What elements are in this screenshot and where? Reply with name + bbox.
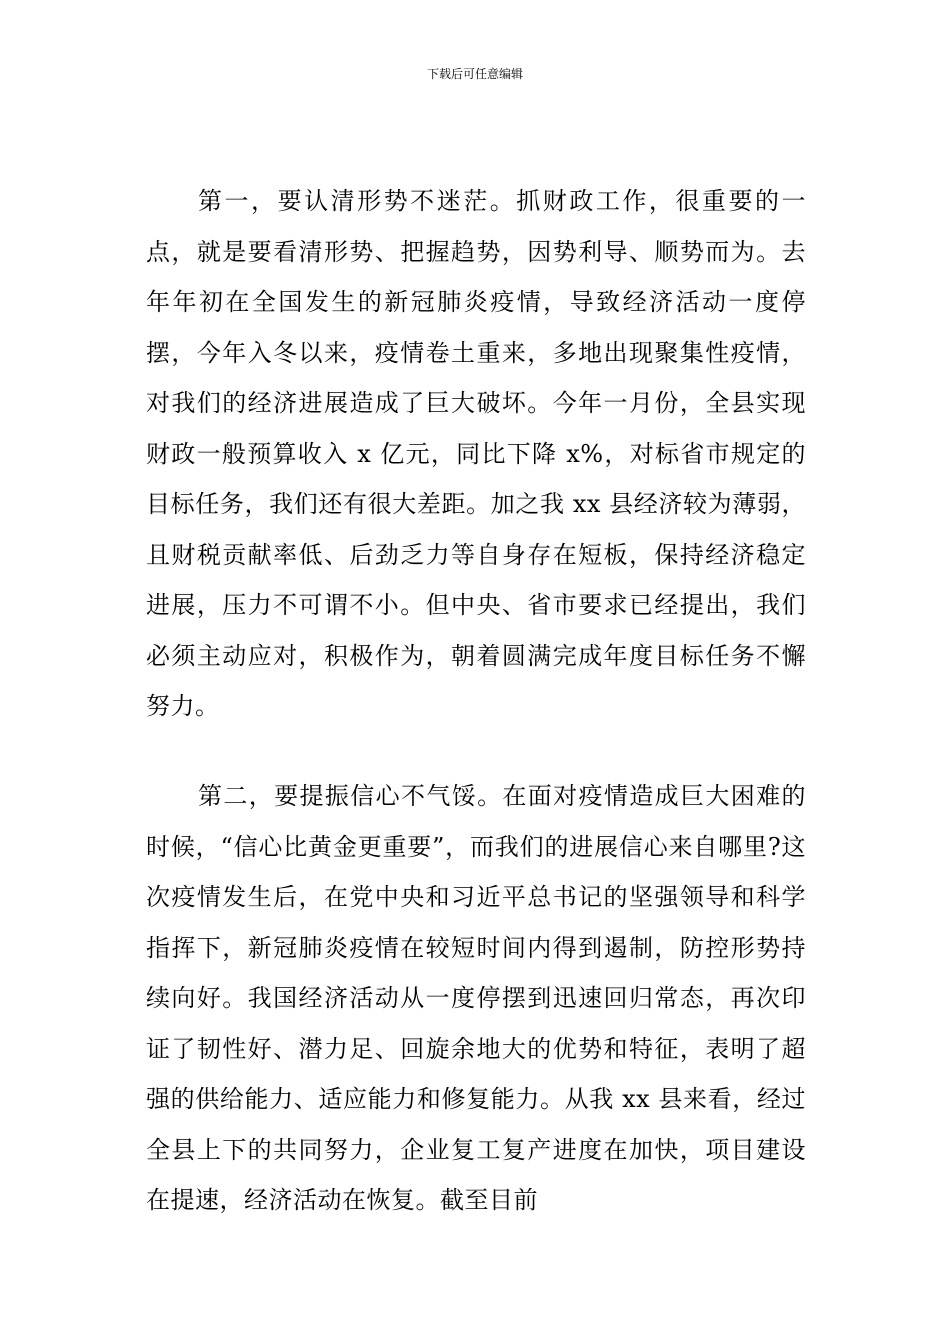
page-header: 下载后可任意编辑 — [426, 67, 523, 81]
paragraph-1: 第一，要认清形势不迷茫。抓财政工作，很重要的一点，就是要看清形势、把握趋势，因势利导、顺势而为。去年年初在全国发生的新冠肺炎疫情，导致经济活动一度停摆，今年入冬以来，疫情卷土重来，多地出现聚集性疫情，对我们的经济进展造成了巨大破坏。今年一月份，全县实现财政一般预算收入 x 亿元，同比下降 x%，对标省市规定的目标任务，我们还有很大差距。加之我 xx 县经济较为薄弱，且财税贡献率低、后劲乏力等自身存在短板，保持经济稳定进展，压力不可谓不小。但中央、省市要求已经提出，我们必须主动应对，积极作为，朝着圆满完成年度目标任务不懈努力。 — [146, 187, 806, 720]
paragraph-2: 第二，要提振信心不气馁。在面对疫情造成巨大困难的时候，“信心比黄金更重要”，而我们的进展信心来自哪里?这次疫情发生后，在党中央和习近平总书记的坚强领导和科学指挥下，新冠肺炎疫情在较短时间内得到遏制，防控形势持续向好。我国经济活动从一度停摆到迅速回归常态，再次印证了韧性好、潜力足、回旋余地大的优势和特征，表明了超强的供给能力、适应能力和修复能力。从我 xx 县来看，经过全县上下的共同努力，企业复工复产进度在加快，项目建设在提速，经济活动在恢复。截至目前 — [146, 782, 806, 1214]
